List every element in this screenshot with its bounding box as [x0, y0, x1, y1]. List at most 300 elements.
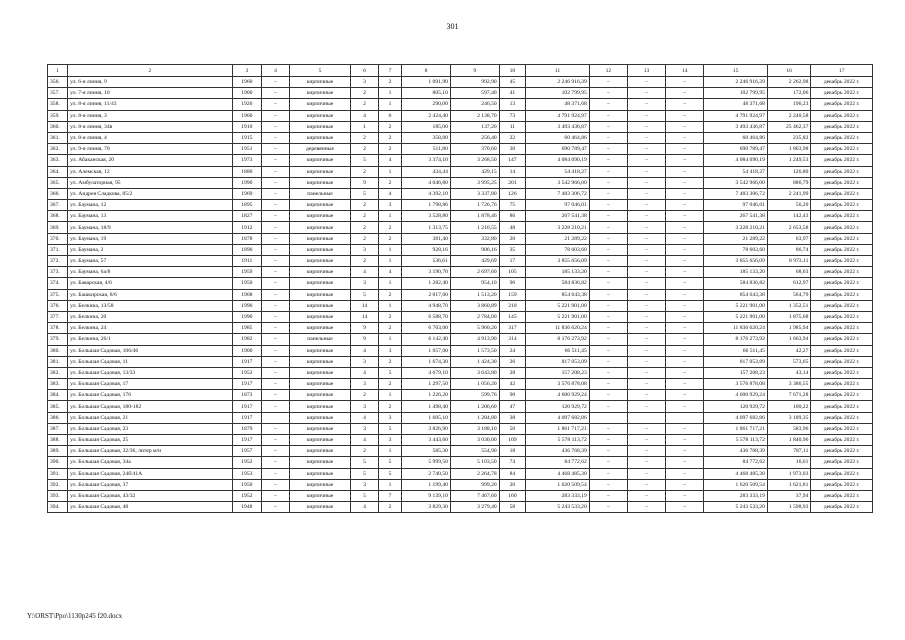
table-row	[48, 423, 873, 434]
table-cell: 4 948,70	[402, 300, 451, 311]
table-cell: 379.	[48, 334, 68, 345]
table-cell: 359.	[48, 110, 68, 121]
table-cell: кирпичные	[289, 401, 351, 412]
table-cell: 48 371,68	[526, 99, 590, 110]
table-cell: –	[262, 401, 290, 412]
table-cell: 1912	[232, 222, 262, 233]
table-cell: ул. Большая Садовая, 11	[68, 356, 232, 367]
table-cell: 14	[351, 300, 379, 311]
table-cell: 5 221 901,00	[526, 311, 590, 322]
table-cell: 2 653,58	[767, 222, 810, 233]
table-cell: ул. Большая Садовая, 34а	[68, 457, 232, 468]
table-cell: 372.	[48, 256, 68, 267]
table-cell: 290,00	[402, 99, 451, 110]
table-cell: 3 643,80	[450, 367, 499, 378]
table-row	[48, 468, 873, 479]
table-cell: 1 498,40	[402, 401, 451, 412]
table-cell: 9	[351, 334, 379, 345]
table-cell: 47	[499, 401, 526, 412]
table-cell: кирпичные	[289, 468, 351, 479]
table-cell: 4 679,10	[402, 367, 451, 378]
table-cell: –	[262, 289, 290, 300]
table-cell: 554,90	[450, 446, 499, 457]
table-cell: 1917	[232, 356, 262, 367]
table-cell: 1 226,20	[402, 390, 451, 401]
table-cell: –	[262, 211, 290, 222]
table-cell: ул. Баварская, 4/6	[68, 278, 232, 289]
table-cell: –	[262, 233, 290, 244]
table-cell: 599,76	[450, 390, 499, 401]
table-cell: декабрь 2022 г.	[811, 77, 873, 88]
table-cell: кирпичные	[289, 490, 351, 501]
table-cell: –	[589, 88, 627, 99]
table-cell: –	[589, 166, 627, 177]
table-cell: декабрь 2022 г.	[811, 323, 873, 334]
table-cell: ул. Большая Садовая, 48	[68, 502, 232, 513]
column-header: 13	[627, 65, 665, 77]
table-cell: 2	[378, 379, 401, 390]
table-cell: 7 671,28	[767, 390, 810, 401]
table-cell: –	[627, 345, 665, 356]
table-cell: 377.	[48, 311, 68, 322]
table-cell: 256,40	[450, 132, 499, 143]
table-cell: 3	[351, 423, 379, 434]
table-cell: 380.	[48, 345, 68, 356]
table-cell: 1951	[232, 144, 262, 155]
table-cell: 564,79	[767, 289, 810, 300]
table-cell: 5 243 533,20	[704, 502, 768, 513]
table-cell: 2	[351, 88, 379, 99]
table-cell: 612,97	[767, 278, 810, 289]
table-cell: 22	[499, 132, 526, 143]
table-cell: –	[262, 244, 290, 255]
table-cell: 1	[378, 390, 401, 401]
table-cell: 3	[378, 435, 401, 446]
table-cell: 2 262,98	[767, 77, 810, 88]
table-cell: –	[666, 334, 704, 345]
table-cell: 368.	[48, 211, 68, 222]
table-cell: –	[589, 390, 627, 401]
table-cell: 4	[378, 267, 401, 278]
table-cell: 5	[351, 289, 379, 300]
table-cell: –	[589, 300, 627, 311]
table-cell: 7 467,60	[450, 490, 499, 501]
table-cell: –	[666, 177, 704, 188]
table-cell: 4	[351, 502, 379, 513]
table-cell: 387.	[48, 423, 68, 434]
table-cell: 21 289,22	[526, 233, 590, 244]
table-cell: 1	[378, 166, 401, 177]
table-row	[48, 367, 873, 378]
table-cell: –	[666, 88, 704, 99]
table-row	[48, 412, 873, 423]
column-header: 3	[232, 65, 262, 77]
table-cell: –	[666, 323, 704, 334]
table-cell: –	[666, 468, 704, 479]
table-cell: декабрь 2022 г.	[811, 356, 873, 367]
table-cell: 157 208,23	[526, 367, 590, 378]
table-cell: 332,80	[450, 233, 499, 244]
table-cell: –	[262, 423, 290, 434]
table-cell: панельные	[289, 188, 351, 199]
table-cell: –	[666, 132, 704, 143]
table-cell: –	[589, 356, 627, 367]
table-cell: 78 603,60	[704, 244, 768, 255]
table-cell: 436 768,39	[704, 446, 768, 457]
table-cell: кирпичные	[289, 267, 351, 278]
table-cell: ул. 8-я линия, 3	[68, 110, 232, 121]
table-cell: 2	[378, 289, 401, 300]
table-cell: –	[627, 188, 665, 199]
table-cell: 1968	[232, 289, 262, 300]
table-cell: 854 643,38	[526, 289, 590, 300]
table-row	[48, 200, 873, 211]
table-row	[48, 132, 873, 143]
table-cell: декабрь 2022 г.	[811, 289, 873, 300]
table-cell: 5 221 901,00	[704, 300, 768, 311]
table-cell: –	[262, 77, 290, 88]
table-cell: 3 542 966,00	[704, 177, 768, 188]
table-cell: 7	[378, 490, 401, 501]
table-cell: ул. Баумана, 18/9	[68, 222, 232, 233]
table-cell: 1 216,55	[450, 222, 499, 233]
table-cell: 4	[351, 345, 379, 356]
table-cell: 3 228 210,21	[526, 222, 590, 233]
table-cell: –	[627, 367, 665, 378]
table-cell: 96	[499, 278, 526, 289]
table-cell: –	[666, 77, 704, 88]
table-cell: ул. Баумана, 12	[68, 200, 232, 211]
table-cell: –	[262, 132, 290, 143]
table-cell: 1 249,53	[767, 155, 810, 166]
table-cell: 1950	[232, 479, 262, 490]
table-cell: 78 603,60	[526, 244, 590, 255]
table-cell: 26	[499, 356, 526, 367]
table-cell: –	[666, 244, 704, 255]
table-cell: –	[666, 379, 704, 390]
table-cell: декабрь 2022 г.	[811, 188, 873, 199]
table-cell: 97 046,01	[526, 200, 590, 211]
table-cell: 126	[499, 188, 526, 199]
table-cell: 3	[351, 77, 379, 88]
table-cell: 1 663,94	[767, 334, 810, 345]
table-cell: 84 772,62	[526, 457, 590, 468]
table-cell: 3 855 656,09	[526, 256, 590, 267]
table-cell: 267 541,38	[704, 211, 768, 222]
table-cell: 4	[351, 367, 379, 378]
table-cell: 5 221 901,00	[704, 311, 768, 322]
table-cell: 2	[378, 311, 401, 322]
table-cell: 1 726,76	[450, 200, 499, 211]
table-cell: 48	[499, 222, 526, 233]
table-cell: 376.	[48, 300, 68, 311]
table-cell: 4	[351, 110, 379, 121]
table-cell: –	[589, 267, 627, 278]
table-cell: 5 103,50	[450, 457, 499, 468]
table-cell: кирпичные	[289, 390, 351, 401]
table-cell: –	[262, 323, 290, 334]
table-cell	[666, 412, 704, 423]
table-cell: 1973	[232, 155, 262, 166]
table-cell: –	[589, 311, 627, 322]
table-cell: –	[627, 479, 665, 490]
table-cell: –	[262, 278, 290, 289]
table-cell: 1969	[232, 188, 262, 199]
table-cell: 597,40	[450, 88, 499, 99]
table-cell: 386.	[48, 412, 68, 423]
table-cell: 3	[378, 412, 401, 423]
table-cell: 4 392,10	[402, 188, 451, 199]
table-cell: ул. Большая Садовая, 106/46	[68, 345, 232, 356]
table-cell: кирпичные	[289, 166, 351, 177]
table-cell: кирпичные	[289, 446, 351, 457]
table-cell: 4 600 929,24	[526, 390, 590, 401]
column-header: 17	[811, 65, 873, 77]
table-cell: 185,00	[402, 121, 451, 132]
table-cell: 5	[351, 188, 379, 199]
table-cell: 886,79	[767, 177, 810, 188]
table-cell: –	[589, 479, 627, 490]
table-cell: 7 483 306,72	[526, 188, 590, 199]
table-cell: 6 703,00	[402, 323, 451, 334]
table-cell: 35	[499, 244, 526, 255]
table-cell: 2	[351, 233, 379, 244]
table-cell: 5 243 533,20	[526, 502, 590, 513]
table-cell: ул. Башкирская, 8/6	[68, 289, 232, 300]
table-cell: 2	[378, 132, 401, 143]
table-cell: декабрь 2022 г.	[811, 468, 873, 479]
table-cell: 3	[351, 278, 379, 289]
table-cell: 384.	[48, 390, 68, 401]
table-cell: ул. Баумана, 2	[68, 244, 232, 255]
table-cell: 363.	[48, 155, 68, 166]
table-cell: –	[589, 144, 627, 155]
table-cell: 283 333,19	[526, 490, 590, 501]
table-cell: –	[666, 490, 704, 501]
table-cell: 584 836,82	[526, 278, 590, 289]
table-cell: 1 284,80	[450, 412, 499, 423]
table-cell: –	[262, 144, 290, 155]
table-cell: 3 279,40	[450, 502, 499, 513]
table-cell: 3 189,35	[767, 412, 810, 423]
table-row	[48, 334, 873, 345]
table-row	[48, 401, 873, 412]
table-cell: –	[589, 457, 627, 468]
table-cell: –	[589, 490, 627, 501]
table-cell: –	[262, 99, 290, 110]
table-cell: 2 240,58	[767, 110, 810, 121]
table-cell: –	[589, 188, 627, 199]
table-cell: 1	[378, 88, 401, 99]
table-cell: 361.	[48, 132, 68, 143]
table-cell: 1959	[232, 267, 262, 278]
table-cell: 267 541,38	[526, 211, 590, 222]
column-header: 8	[402, 65, 451, 77]
table-cell: –	[627, 468, 665, 479]
table-cell: кирпичные	[289, 412, 351, 423]
table-row	[48, 311, 873, 322]
table-cell: 2	[351, 256, 379, 267]
table-cell: 511,80	[402, 144, 451, 155]
table-cell: 392.	[48, 479, 68, 490]
table-cell: –	[666, 256, 704, 267]
table-cell: 3	[351, 379, 379, 390]
table-cell: 2	[351, 200, 379, 211]
column-header: 5	[289, 65, 351, 77]
table-cell: –	[589, 121, 627, 132]
table-cell: 196,23	[767, 99, 810, 110]
table-cell: 3 576 878,08	[526, 379, 590, 390]
table-cell: ул. Большая Садовая, 180-182	[68, 401, 232, 412]
table-cell: ул. 8-я линия, 34в	[68, 121, 232, 132]
table-cell: 8 176 273,92	[526, 334, 590, 345]
table-cell: –	[262, 188, 290, 199]
table-cell: 2	[378, 222, 401, 233]
table-cell: кирпичные	[289, 379, 351, 390]
table-cell: 9	[351, 177, 379, 188]
table-cell: 4 097 682,86	[526, 412, 590, 423]
table-cell: 137,20	[450, 121, 499, 132]
table-cell: 84	[499, 468, 526, 479]
column-header: 1	[48, 65, 68, 77]
column-header: 11	[526, 65, 590, 77]
table-cell: 3 268,50	[450, 155, 499, 166]
table-cell: 365.	[48, 177, 68, 188]
table-cell: 4 791 924,97	[704, 110, 768, 121]
table-cell: 9 139,10	[402, 490, 451, 501]
table-cell: 4 046,80	[402, 177, 451, 188]
table-cell: –	[627, 110, 665, 121]
table-cell: 369.	[48, 222, 68, 233]
table-cell: 999,20	[450, 479, 499, 490]
table-cell: 358.	[48, 99, 68, 110]
table-cell: декабрь 2022 г.	[811, 379, 873, 390]
table-cell: –	[589, 345, 627, 356]
table-cell: декабрь 2022 г.	[811, 132, 873, 143]
table-cell: –	[666, 502, 704, 513]
table-cell: 1	[378, 278, 401, 289]
table-cell: 1917	[232, 401, 262, 412]
table-cell: –	[666, 446, 704, 457]
table-cell: –	[666, 479, 704, 490]
table-row	[48, 267, 873, 278]
table-cell: 185 133,20	[526, 267, 590, 278]
table-cell: 3 995,25	[450, 177, 499, 188]
table-cell: 2	[351, 132, 379, 143]
table-cell: 24	[499, 345, 526, 356]
table-cell: 17	[499, 256, 526, 267]
table-cell: 391.	[48, 468, 68, 479]
table-cell: 100,22	[767, 401, 810, 412]
table-cell: –	[666, 423, 704, 434]
table-cell: декабрь 2022 г.	[811, 502, 873, 513]
table-cell: –	[627, 132, 665, 143]
table-cell: 2	[378, 121, 401, 132]
table-cell: –	[627, 457, 665, 468]
table-cell: 370.	[48, 233, 68, 244]
table-cell: 3	[351, 356, 379, 367]
table-cell: кирпичные	[289, 423, 351, 434]
header-row	[48, 65, 873, 77]
table-cell: кирпичные	[289, 300, 351, 311]
table-cell: 2	[378, 233, 401, 244]
table-cell: 2 246 916,39	[704, 77, 768, 88]
table-cell: 5	[378, 457, 401, 468]
table-cell: декабрь 2022 г.	[811, 334, 873, 345]
table-cell: 54 418,27	[526, 166, 590, 177]
table-cell: 54 418,27	[704, 166, 768, 177]
table-cell: декабрь 2022 г.	[811, 345, 873, 356]
table-cell: 1	[378, 300, 401, 311]
table-cell: 145	[499, 311, 526, 322]
table-cell: –	[262, 490, 290, 501]
table-cell: 3	[351, 401, 379, 412]
table-cell: 6 588,70	[402, 311, 451, 322]
table-cell: кирпичные	[289, 323, 351, 334]
table-cell: –	[262, 267, 290, 278]
table-cell: 385.	[48, 401, 68, 412]
table-cell: 1873	[232, 390, 262, 401]
table-cell: 86,74	[767, 244, 810, 255]
table-cell: 5	[378, 423, 401, 434]
table-cell: –	[589, 99, 627, 110]
table-cell: –	[262, 468, 290, 479]
table-cell: 4 468 485,30	[704, 468, 768, 479]
table-row	[48, 121, 873, 132]
table-cell: –	[262, 300, 290, 311]
table-cell: –	[589, 211, 627, 222]
table-cell: 3 493 436,87	[704, 121, 768, 132]
table-row	[48, 188, 873, 199]
table-cell: 5	[351, 468, 379, 479]
table-row	[48, 356, 873, 367]
table-cell: 373.	[48, 267, 68, 278]
table-cell: –	[627, 177, 665, 188]
table-cell: 1926	[232, 99, 262, 110]
table-cell: 1 091,90	[402, 77, 451, 88]
page-number: 301	[446, 22, 459, 31]
table-row	[48, 256, 873, 267]
table-cell: 4	[351, 435, 379, 446]
table-cell: 102 799,95	[526, 88, 590, 99]
table-cell: 5 999,50	[402, 457, 451, 468]
table-cell: –	[262, 88, 290, 99]
column-header: 15	[704, 65, 768, 77]
table-cell: 1878	[232, 233, 262, 244]
table-cell: 1895	[232, 200, 262, 211]
table-row	[48, 289, 873, 300]
column-header: 4	[262, 65, 290, 77]
table-cell: 18	[499, 446, 526, 457]
table-cell: 73	[499, 110, 526, 121]
table-cell: 584 836,82	[704, 278, 768, 289]
table-cell: –	[262, 166, 290, 177]
table-cell: 3 493 436,87	[526, 121, 590, 132]
table-cell: 16,61	[767, 457, 810, 468]
table-cell: –	[627, 300, 665, 311]
table-cell: 6 142,40	[402, 334, 451, 345]
table-row	[48, 88, 873, 99]
table-cell: 1900	[232, 345, 262, 356]
table-cell: декабрь 2022 г.	[811, 177, 873, 188]
table-cell: ул. Большая Садовая, 21	[68, 412, 232, 423]
table-row	[48, 502, 873, 513]
table-cell: –	[627, 502, 665, 513]
table-cell: –	[262, 356, 290, 367]
table-cell: –	[262, 390, 290, 401]
table-cell: –	[589, 468, 627, 479]
table-cell: 367.	[48, 200, 68, 211]
